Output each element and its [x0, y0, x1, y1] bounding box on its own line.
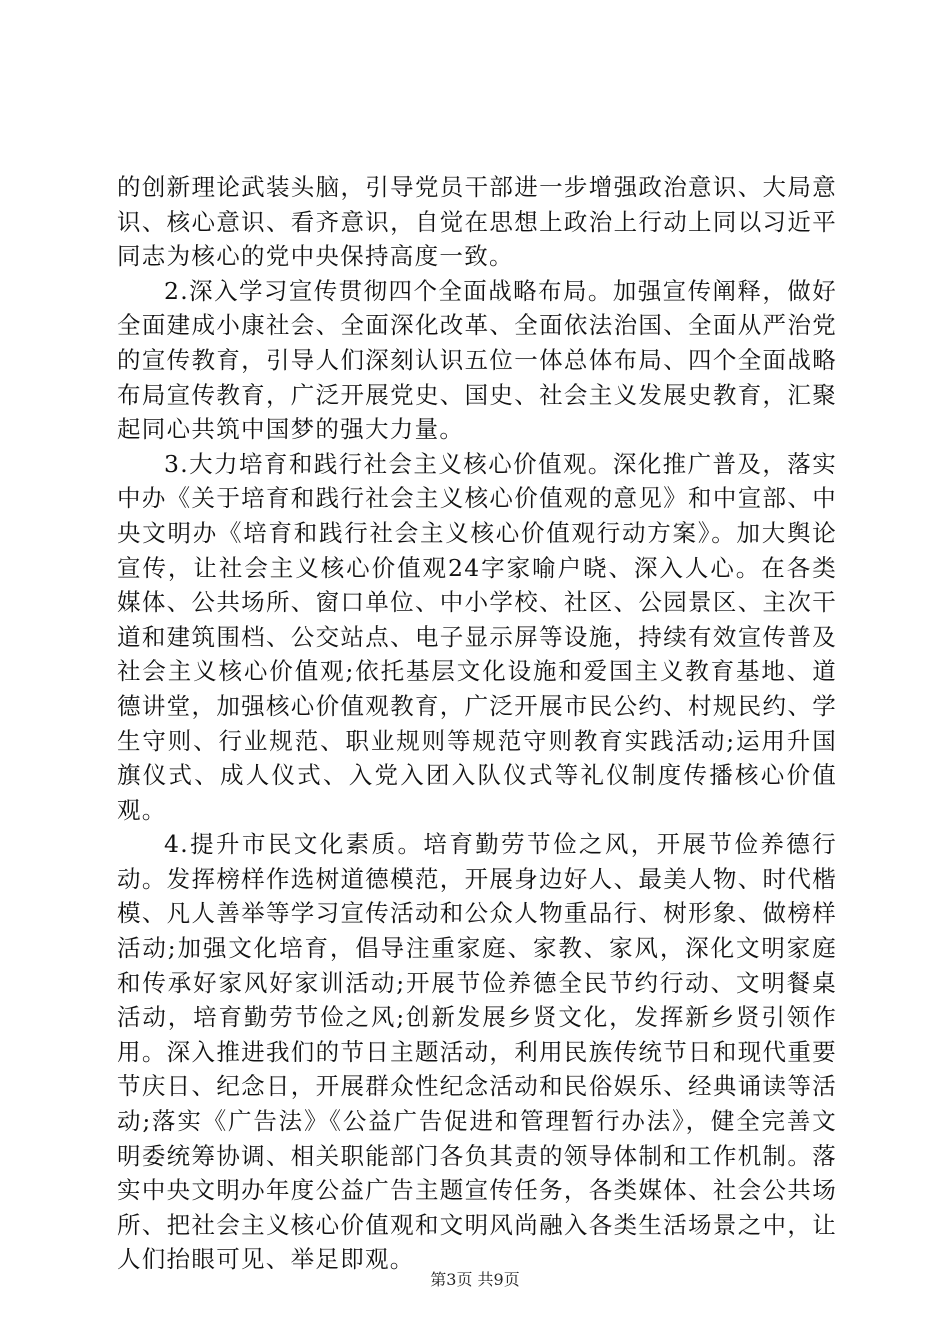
- paragraph-item-4: 4.提升市民文化素质。培育勤劳节俭之风，开展节俭养德行动。发挥榜样作选树道德模范，开展身边好人、最美人物、时代楷模、凡人善举等学习宣传活动和公众人物重品行、树形象、做榜样活动;加强文化培育，倡导注重家庭、家教、家风，深化文明家庭和传承好家风好家训活动;开展节俭养德全民节约行动、文明餐桌活动，培育勤劳节俭之风;创新发展乡贤文化，发挥新乡贤引领作用。深入推进我们的节日主题活动，利用民族传统节日和现代重要节庆日、纪念日，开展群众性纪念活动和民俗娱乐、经典诵读等活动;落实《广告法》《公益广告促进和管理暂行办法》，健全完善文明委统筹协调、相关职能部门各负其责的领导体制和工作机制。落实中央文明办年度公益广告主题宣传任务，各类媒体、社会公共场所、把社会主义核心价值观和文明风尚融入各类生活场景之中，让人们抬眼可见、举足即观。: [117, 830, 837, 1274]
- paragraph-item-3: 3.大力培育和践行社会主义核心价值观。深化推广普及，落实中办《关于培育和践行社会主义核心价值观的意见》和中宣部、中央文明办《培育和践行社会主义核心价值观行动方案》。加大舆论宣传，让社会主义核心价值观24字家喻户晓、深入人心。在各类媒体、公共场所、窗口单位、中小学校、社区、公园景区、主次干道和建筑围档、公交站点、电子显示屏等设施，持续有效宣传普及社会主义核心价值观;依托基层文化设施和爱国主义教育基地、道德讲堂，加强核心价值观教育，广泛开展市民公约、村规民约、学生守则、行业规范、职业规则等规范守则教育实践活动;运用升国旗仪式、成人仪式、入党入团入队仪式等礼仪制度传播核心价值观。: [117, 449, 837, 824]
- page-footer: [0, 1270, 950, 1290]
- document-body: [117, 170, 837, 1277]
- paragraph-item-2: 2.深入学习宣传贯彻四个全面战略布局。加强宣传阐释，做好全面建成小康社会、全面深化改革、全面依法治国、全面从严治党的宣传教育，引导人们深刻认识五位一体总体布局、四个全面战略布局宣传教育，广泛开展党史、国史、社会主义发展史教育，汇聚起同心共筑中国梦的强大力量。: [117, 276, 837, 444]
- page-number-label: 第3页 共9页: [430, 1270, 520, 1289]
- paragraph-continuation: 的创新理论武装头脑，引导党员干部进一步增强政治意识、大局意识、核心意识、看齐意识，自觉在思想上政治上行动上同以习近平同志为核心的党中央保持高度一致。: [117, 173, 837, 271]
